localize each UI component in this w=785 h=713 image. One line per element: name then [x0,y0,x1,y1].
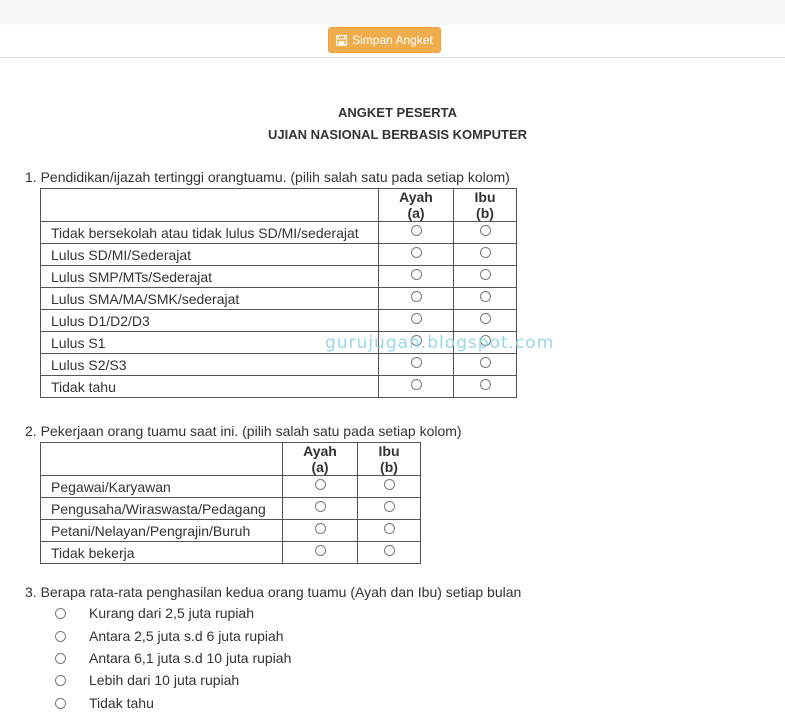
table-row [41,244,517,266]
column-header-ibu: Ibu (b) [358,443,421,476]
radio-ibu[interactable] [384,523,395,534]
question-1-table [40,188,517,398]
table-row [41,542,421,564]
radio-cell-ibu [454,288,517,310]
table-row [41,354,517,376]
row-label: Lulus SD/MI/Sederajat [41,244,379,266]
radio-cell-ayah [379,266,454,288]
radio-ayah[interactable] [411,291,422,302]
question-3-text: 3. Berapa rata-rata penghasilan kedua orang tuamu (Ayah dan Ibu) setiap bulan [25,584,522,600]
radio-button[interactable] [55,631,66,642]
radio-ayah[interactable] [411,225,422,236]
row-label: Lulus S1 [41,332,379,354]
radio-cell-ibu [454,222,517,244]
radio-cell-ayah [379,288,454,310]
radio-cell-ayah [379,310,454,332]
row-label: Tidak bersekolah atau tidak lulus SD/MI/sederajat [41,222,379,244]
radio-ibu[interactable] [480,313,491,324]
question-2-table [40,442,421,564]
radio-button[interactable] [55,698,66,709]
income-option[interactable] [55,626,284,646]
row-label: Petani/Nelayan/Pengrajin/Buruh [41,520,283,542]
question-1-text: 1. Pendidikan/ijazah tertinggi orangtuamu. (pilih salah satu pada setiap kolom) [25,169,510,185]
save-button-label: Simpan Angket [352,33,433,47]
radio-ibu[interactable] [384,479,395,490]
table-row [41,310,517,332]
radio-button[interactable] [55,653,66,664]
option-label: Lebih dari 10 juta rupiah [89,672,240,688]
column-header-ibu: Ibu (b) [454,189,517,222]
question-2-text: 2. Pekerjaan orang tuamu saat ini. (pilih salah satu pada setiap kolom) [25,423,462,439]
radio-ayah[interactable] [315,545,326,556]
radio-ayah[interactable] [315,501,326,512]
radio-ibu[interactable] [480,291,491,302]
radio-cell-ayah [379,354,454,376]
table-header-empty [41,443,283,476]
table-row [41,376,517,398]
radio-cell-ibu [454,310,517,332]
radio-ayah[interactable] [315,523,326,534]
radio-cell-ayah [283,476,358,498]
radio-ibu[interactable] [480,269,491,280]
radio-ayah[interactable] [411,269,422,280]
browser-top-bar [0,0,785,26]
radio-ibu[interactable] [480,225,491,236]
radio-cell-ibu [454,354,517,376]
table-row [41,266,517,288]
income-option[interactable] [55,693,154,713]
row-label: Lulus D1/D2/D3 [41,310,379,332]
row-label: Lulus SMP/MTs/Sederajat [41,266,379,288]
radio-cell-ibu [358,476,421,498]
table-row [41,222,517,244]
table-row [41,288,517,310]
radio-cell-ibu [358,520,421,542]
radio-ibu[interactable] [480,379,491,390]
radio-cell-ibu [454,266,517,288]
radio-cell-ayah [283,498,358,520]
radio-button[interactable] [55,608,66,619]
radio-ibu[interactable] [480,357,491,368]
row-label: Pegawai/Karyawan [41,476,283,498]
table-row [41,520,421,542]
option-label: Antara 2,5 juta s.d 6 juta rupiah [89,628,284,644]
column-header-ayah: Ayah (a) [379,189,454,222]
radio-ayah[interactable] [411,357,422,368]
column-header-ayah: Ayah (a) [283,443,358,476]
save-survey-button[interactable] [328,27,441,53]
radio-ayah[interactable] [315,479,326,490]
watermark-text: gurujugan.blogspot.com [325,333,555,353]
row-label: Lulus SMA/MA/SMK/sederajat [41,288,379,310]
radio-ayah[interactable] [411,247,422,258]
row-label: Tidak bekerja [41,542,283,564]
table-row [41,476,421,498]
radio-cell-ayah [283,520,358,542]
radio-ibu[interactable] [480,247,491,258]
radio-ibu[interactable] [384,545,395,556]
option-label: Kurang dari 2,5 juta rupiah [89,605,254,621]
row-label: Pengusaha/Wiraswasta/Pedagang [41,498,283,520]
radio-ayah[interactable] [411,313,422,324]
option-label: Antara 6,1 juta s.d 10 juta rupiah [89,650,292,666]
radio-ibu[interactable] [384,501,395,512]
table-row [41,498,421,520]
row-label: Tidak tahu [41,376,379,398]
income-option[interactable] [55,603,254,623]
page-subtitle: UJIAN NASIONAL BERBASIS KOMPUTER [267,127,528,142]
radio-button[interactable] [55,675,66,686]
page-title: ANGKET PESERTA [338,105,457,120]
radio-cell-ibu [454,376,517,398]
radio-cell-ayah [283,542,358,564]
income-option[interactable] [55,648,291,668]
radio-cell-ibu [358,542,421,564]
radio-cell-ibu [454,244,517,266]
radio-ayah[interactable] [411,379,422,390]
radio-cell-ibu [358,498,421,520]
income-option[interactable] [55,670,239,690]
row-label: Lulus S2/S3 [41,354,379,376]
table-header-empty [41,189,379,222]
radio-cell-ayah [379,244,454,266]
radio-cell-ayah [379,222,454,244]
floppy-disk-icon [336,35,347,46]
option-label: Tidak tahu [89,695,154,711]
radio-cell-ayah [379,376,454,398]
